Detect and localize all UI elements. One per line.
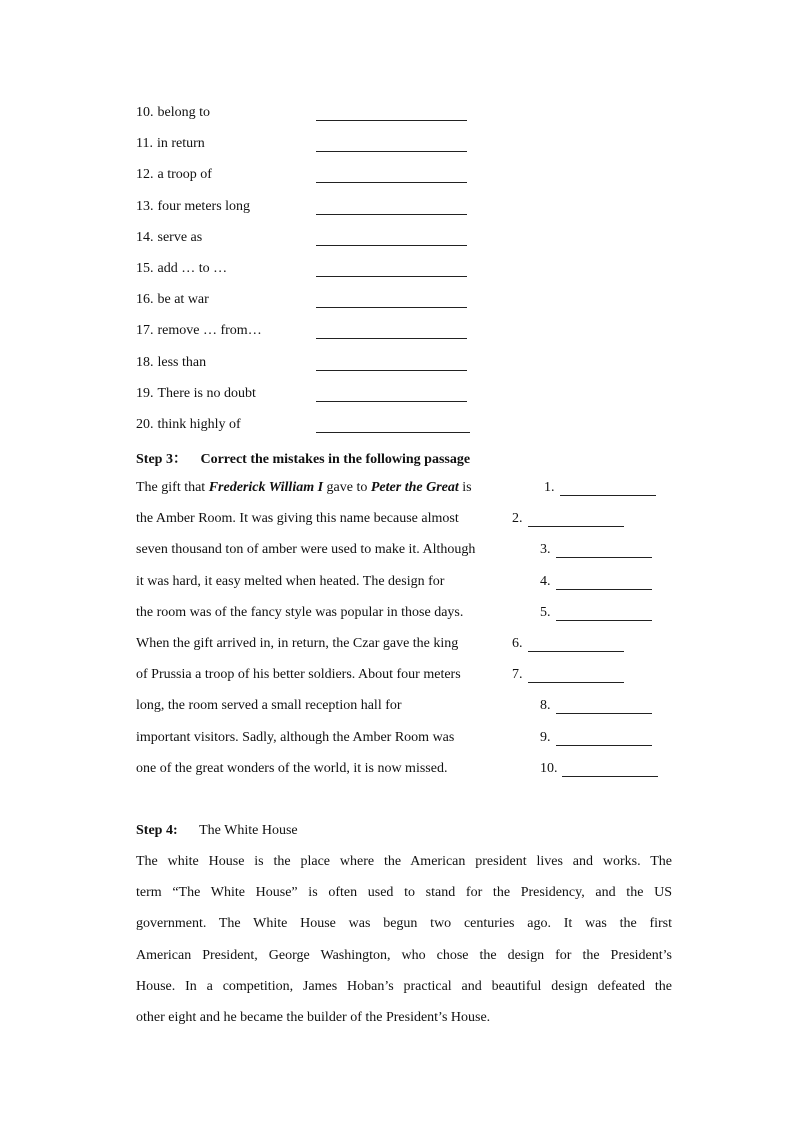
answer-blank[interactable] — [316, 370, 467, 371]
vocab-number: 16. — [136, 292, 154, 308]
step4-title: The White House — [199, 823, 298, 838]
correction-blank[interactable] — [556, 745, 652, 746]
answer-blank[interactable] — [316, 401, 467, 402]
vocab-number: 11. — [136, 136, 153, 152]
passage-text: the Amber Room. It was giving this name because almost — [136, 511, 459, 527]
vocab-text: in return — [156, 136, 205, 152]
passage-text: important visitors. Sadly, although the Amber Room was — [136, 729, 455, 745]
passage-text: is — [458, 480, 472, 495]
vocab-text: less than — [157, 354, 207, 370]
paragraph-line: term “The White House” is often used to stand for the Presidency, and the US — [136, 885, 672, 901]
passage-line — [136, 542, 475, 558]
correction-number: 4. — [540, 573, 551, 589]
correction-number: 5. — [540, 604, 551, 620]
correction-number: 9. — [540, 729, 551, 745]
correction-blank[interactable] — [556, 620, 652, 621]
correction-blank[interactable] — [556, 557, 652, 558]
answer-blank[interactable] — [316, 276, 467, 277]
paragraph-line: government. The White House was begun two centuries ago. It was the first — [136, 916, 672, 932]
vocab-item — [136, 292, 209, 308]
passage-text: When the gift arrived in, in return, the Czar gave the king — [136, 636, 459, 651]
vocab-number: 20. — [136, 417, 154, 432]
correction-number: 10. — [540, 760, 558, 776]
passage-line — [136, 667, 461, 683]
vocab-text: add … to … — [157, 261, 228, 276]
step4-heading — [136, 823, 298, 839]
answer-blank[interactable] — [316, 120, 467, 121]
vocab-number: 18. — [136, 354, 154, 370]
answer-blank[interactable] — [316, 151, 467, 152]
vocab-number: 13. — [136, 198, 154, 214]
step3-label: Step 3： — [136, 452, 187, 467]
correction-number: 8. — [540, 698, 551, 714]
passage-text: the room was of the fancy style was popular in those days. — [136, 604, 464, 620]
passage-text: it was hard, it easy melted when heated. The design for — [136, 573, 445, 589]
correction-number: 1. — [544, 480, 555, 495]
passage-line — [136, 605, 463, 621]
vocab-text: be at war — [157, 292, 209, 308]
passage-text: seven thousand ton of amber were used to make it. Although — [136, 542, 476, 558]
passage-text: one of the great wonders of the world, it is now missed. — [136, 760, 448, 776]
correction-blank[interactable] — [562, 776, 658, 777]
correction-number: 3. — [540, 542, 551, 558]
correction-blank[interactable] — [528, 682, 624, 683]
correction-number: 6. — [512, 636, 523, 651]
paragraph-line: The white House is the place where the American president lives and works. The — [136, 854, 672, 869]
vocab-number: 12. — [136, 167, 154, 183]
vocab-text: think highly of — [157, 417, 241, 432]
passage-line — [136, 761, 447, 777]
vocab-text: four meters long — [157, 198, 251, 214]
passage-line — [136, 511, 459, 527]
paragraph-line: House. In a competition, James Hoban’s practical and beautiful design defeated the — [136, 978, 672, 994]
vocab-item — [136, 417, 241, 433]
correction-blank[interactable] — [556, 713, 652, 714]
step3-title: Correct the mistakes in the following passage — [200, 452, 471, 467]
vocab-item — [136, 355, 206, 371]
passage-name: Peter the Great — [370, 480, 459, 495]
passage-name: Frederick William I — [208, 480, 324, 495]
vocab-item — [136, 261, 227, 277]
correction-blank[interactable] — [528, 526, 624, 527]
passage-line — [136, 698, 402, 714]
answer-blank[interactable] — [316, 214, 467, 215]
vocab-text: belong to — [157, 105, 210, 120]
passage-text: of Prussia a troop of his better soldiers. About four meters — [136, 667, 461, 683]
vocab-number: 10. — [136, 105, 154, 120]
answer-blank[interactable] — [316, 307, 467, 308]
vocab-text: serve as — [157, 229, 203, 245]
vocab-text: remove … from… — [157, 323, 262, 339]
correction-number: 2. — [512, 511, 523, 527]
passage-text: gave to — [323, 480, 371, 495]
answer-blank[interactable] — [316, 432, 470, 433]
vocab-text: a troop of — [157, 167, 212, 183]
passage-line — [136, 480, 472, 496]
paragraph-last-line: other eight and he became the builder of the President’s House. — [136, 1010, 491, 1025]
answer-blank[interactable] — [316, 245, 467, 246]
passage-line — [136, 636, 458, 652]
step4-label: Step 4: — [136, 823, 178, 838]
vocab-item — [136, 323, 262, 339]
correction-number: 7. — [512, 667, 523, 683]
vocab-item — [136, 136, 205, 152]
step3-heading — [136, 448, 470, 468]
vocab-item — [136, 105, 210, 121]
vocab-item — [136, 199, 250, 215]
vocab-item — [136, 230, 202, 246]
correction-blank[interactable] — [528, 651, 624, 652]
vocab-text: There is no doubt — [157, 385, 256, 401]
passage-line — [136, 574, 444, 590]
answer-blank[interactable] — [316, 182, 467, 183]
passage-text: long, the room served a small reception hall for — [136, 698, 402, 714]
vocab-number: 17. — [136, 323, 154, 339]
vocab-number: 14. — [136, 229, 154, 245]
passage-text: The gift that — [136, 480, 209, 495]
vocab-number: 15. — [136, 261, 154, 276]
passage-line — [136, 730, 454, 746]
correction-blank[interactable] — [556, 589, 652, 590]
vocab-item — [136, 167, 212, 183]
vocab-item — [136, 386, 256, 402]
paragraph-line: American President, George Washington, who chose the design for the President’s — [136, 947, 672, 963]
correction-blank[interactable] — [560, 495, 656, 496]
answer-blank[interactable] — [316, 338, 467, 339]
vocab-number: 19. — [136, 385, 154, 401]
